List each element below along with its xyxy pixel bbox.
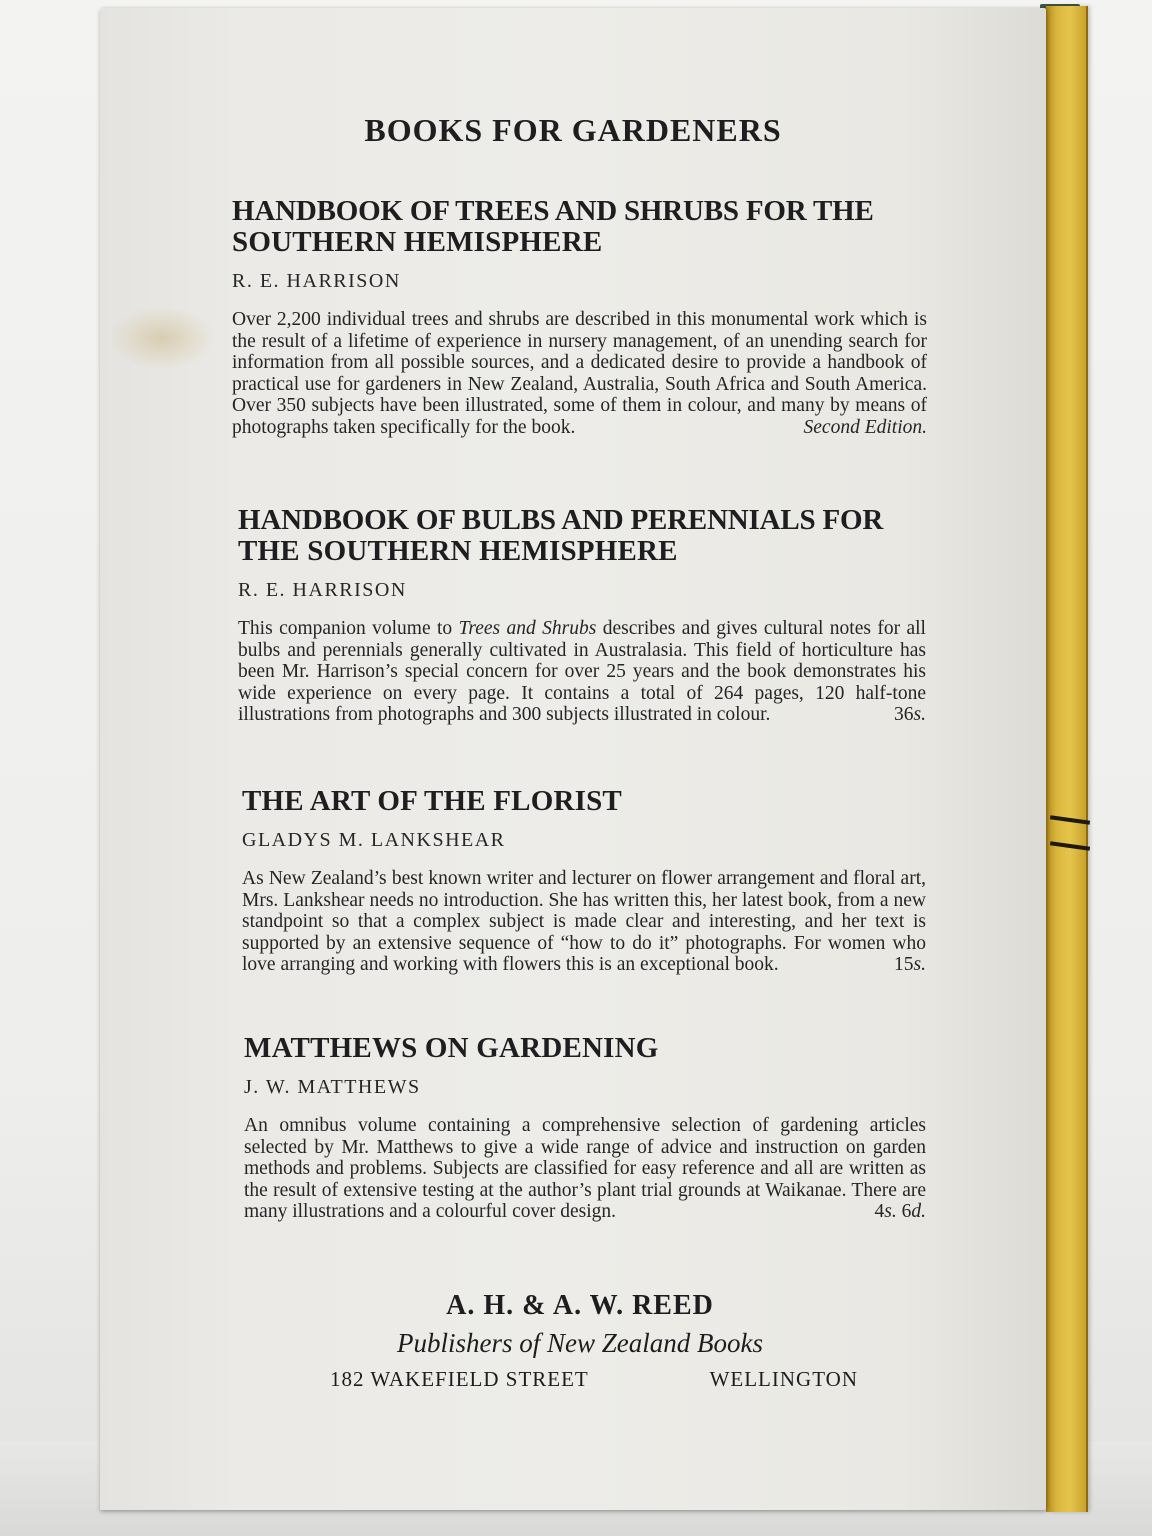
entry-description-text: describes and gives cultural notes for all bulbs and perennials generally cultivated in Australasia. This field of horticulture has been Mr. Harrison’s special concern for over 25 years and the book demonstrates his wide experience on every page. It contains a total of 264 pages, 120 half-tone illustrations from photographs and 300 subjects illustrated in colour. [238,618,926,725]
entry-description [244,1115,926,1223]
price-unit: d. [911,1201,926,1222]
entry-title-line: MATTHEWS ON GARDENING [244,1032,659,1064]
book-entry-art-of-florist [242,786,926,976]
entry-description [232,309,927,438]
book-entry-matthews-gardening [244,1033,926,1223]
entry-title-line: HANDBOOK OF BULBS AND PERENNIALS FOR [238,504,884,536]
entry-description [238,618,926,726]
entry-author: J. W. MATTHEWS [244,1076,421,1098]
entry-author: R. E. HARRISON [238,579,407,601]
entry-author: R. E. HARRISON [232,270,401,292]
price-amount: 4 [874,1201,885,1222]
spine-stripe [1050,815,1090,825]
entry-description-text: An omnibus volume containing a comprehensive selection of gardening articles selected by Mr. Matthews to give a wide range of advice and instruction on garden methods and problems. Subjects are classified for easy reference and all are written as the result of extensive testing at the author’s plant trial grounds at Waikanae. There are many illustrations and a colourful cover design. [244,1115,926,1222]
entry-title [242,786,926,817]
spine-stripe [1050,841,1090,851]
entry-title-line: THE ART OF THE FLORIST [242,785,622,817]
entry-edition: Second Edition. [803,416,927,438]
price-unit: s. [913,704,926,725]
entry-author: GLADYS M. LANKSHEAR [242,829,506,851]
entry-description [242,868,926,976]
publisher-tagline: Publishers of New Zealand Books [397,1328,763,1358]
book-entry-trees-shrubs [232,196,927,438]
book-spine [1046,6,1088,1512]
entry-title [244,1033,926,1064]
price-amount: 36 [894,704,914,725]
entry-description-italic: Trees and Shrubs [458,618,597,639]
entry-description-text: This companion volume to [238,618,459,639]
price-unit: s. [913,954,926,975]
entry-title-line: THE SOUTHERN HEMISPHERE [238,535,678,567]
entry-price [894,954,926,976]
cover-stain [112,308,212,368]
entry-title-line: HANDBOOK OF TREES AND SHRUBS FOR THE [232,195,874,227]
publisher-city: WELLINGTON [709,1367,858,1391]
entry-title-line: SOUTHERN HEMISPHERE [232,226,603,258]
publisher-street: 182 WAKEFIELD STREET [330,1367,589,1391]
publisher-address [230,1367,930,1392]
price-unit: s. [884,1201,897,1222]
price-amount: 6 [896,1201,912,1222]
entry-description-text: As New Zealand’s best known writer and lecturer on flower arrangement and floral art, Mrs. Lankshear needs no introduction. She has written this, her latest book, from a new standpoint so that a complex subject is made clear and interesting, and her text is supported by an extensive sequence of “how to do it” photographs. For women who love arranging and working with flowers this is an exceptional book. [242,868,926,975]
entry-description-text: Over 2,200 individual trees and shrubs are described in this monumental work which is the result of a lifetime of experience in nursery management, of an unending search for information from all possible sources, and a dedicated desire to provide a handbook of practical use for gardeners in New Zealand, Australia, South Africa and South America. Over 350 subjects have been illustrated, some of them in colour, and many by means of photographs taken specifically for the book. [232,309,927,438]
entry-price [894,704,926,726]
entry-title [238,505,926,567]
entry-title [232,196,927,258]
price-amount: 15 [894,954,914,975]
page-heading: BOOKS FOR GARDENERS [364,112,782,148]
book-back-cover [100,8,1046,1510]
entry-price [875,1201,926,1223]
publisher-name: A. H. & A. W. REED [446,1290,714,1321]
publisher-block [230,1290,930,1392]
book-entry-bulbs-perennials [238,505,926,726]
